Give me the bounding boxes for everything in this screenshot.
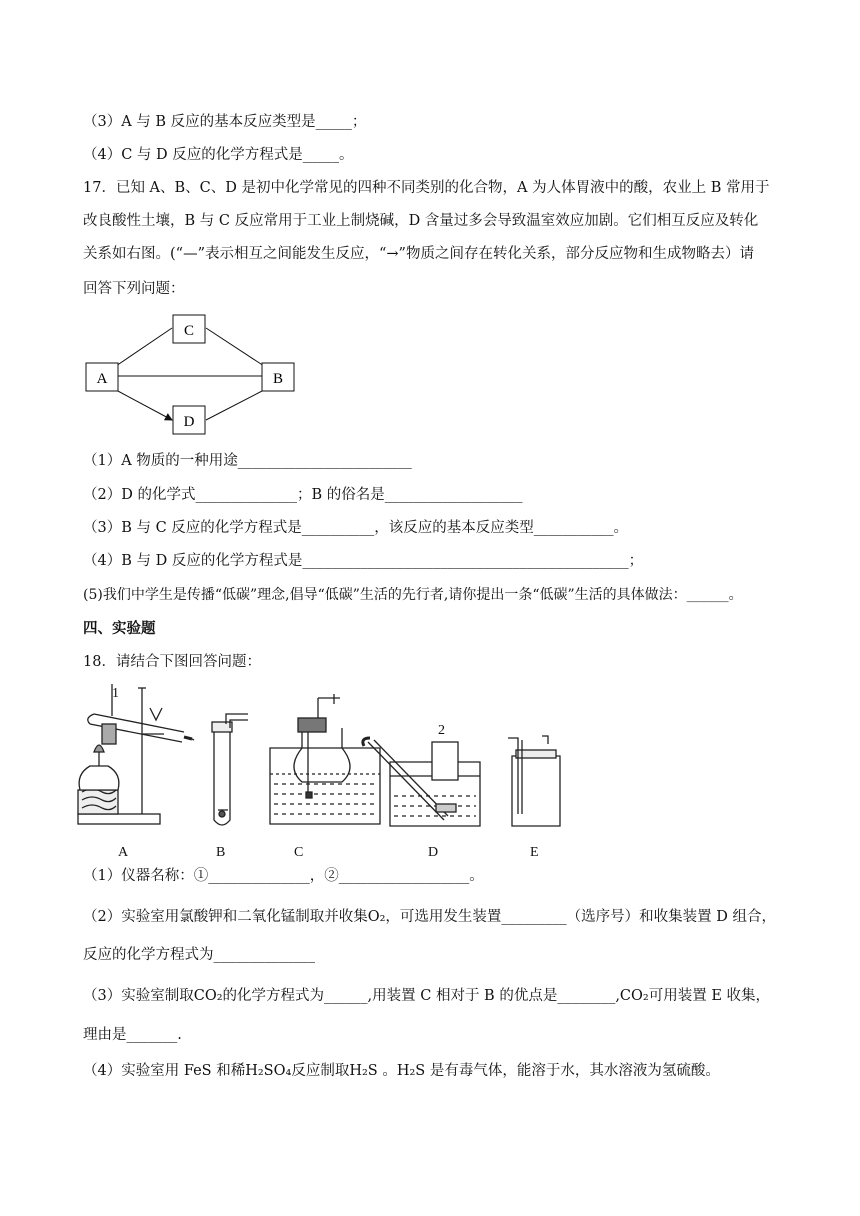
- q17-part4: （4）B 与 D 反应的化学方程式是_____________________________________________；: [83, 553, 644, 569]
- label-a: A: [118, 845, 129, 860]
- q18-part3-line2: 理由是_______.: [83, 1027, 182, 1043]
- q17-part2: （2）D 的化学式______________；B 的俗名是___________________: [83, 487, 523, 503]
- relation-diagram: [80, 310, 310, 438]
- edge-b-d: [206, 390, 264, 420]
- q16-part4: （4）C 与 D 反应的化学方程式是_____。: [83, 147, 354, 163]
- node-d-label: D: [183, 414, 195, 430]
- label-d: D: [428, 845, 439, 860]
- arrow-a-to-d: [116, 390, 172, 420]
- label-c: C: [294, 845, 304, 860]
- node-b-label: B: [272, 371, 284, 387]
- apparatus-c: [270, 694, 380, 824]
- apparatus-b: [212, 714, 248, 825]
- edge-a-c: [116, 328, 172, 366]
- q18-stem: 18．请结合下图回答问题：: [83, 654, 261, 670]
- q17-part3: （3）B 与 C 反应的化学方程式是__________，该反应的基本反应类型___________。: [83, 520, 629, 536]
- q17-part5: (5)我们中学生是传播“低碳”理念,倡导“低碳”生活的先行者,请你提出一条“低碳”生活的具体做法：______。: [83, 587, 743, 603]
- section-heading: 四、实验题: [83, 621, 156, 637]
- q17-stem-line1: 17．已知 A、B、C、D 是初中化学常见的四种不同类别的化合物，A 为人体胃液中的酸，农业上 B 常用于: [83, 180, 770, 196]
- q18-part2-line2: 反应的化学方程式为______________: [83, 947, 315, 963]
- q16-part3: （3）A 与 B 反应的基本反应类型是_____；: [83, 114, 367, 130]
- q18-part2-line1: （2）实验室用氯酸钾和二氧化锰制取并收集O₂，可选用发生装置_________（选序号）和收集装置 D 组合，: [83, 909, 777, 925]
- q18-part3-line1: （3）实验室制取CO₂的化学方程式为______,用装置 C 相对于 B 的优点是________,CO₂可用装置 E 收集，: [83, 988, 771, 1004]
- q17-stem-line3: 关系如右图。(“—”表示相互之间能发生反应，“→”物质之间存在转化关系，部分反应物和生成物略去）请: [83, 246, 754, 262]
- marker-2: 2: [438, 723, 445, 738]
- node-c-label: C: [183, 323, 195, 339]
- label-e: E: [530, 845, 539, 860]
- apparatus-a: [78, 684, 194, 824]
- q18-part1: （1）仪器名称：①______________，②__________________。: [83, 868, 484, 884]
- node-a-label: A: [96, 371, 108, 387]
- label-b: B: [216, 845, 226, 860]
- marker-1: 1: [112, 686, 119, 701]
- edge-c-b: [206, 328, 264, 366]
- q17-part1: （1）A 物质的一种用途________________________: [83, 453, 412, 469]
- q17-stem-line4: 回答下列问题：: [83, 281, 185, 297]
- apparatus-figure: [72, 684, 572, 864]
- q17-stem-line2: 改良酸性土壤，B 与 C 反应常用于工业上制烧碱，D 含量过多会导致温室效应加剧。它们相互反应及转化: [83, 213, 759, 229]
- apparatus-e: [508, 736, 560, 826]
- q18-part4: （4）实验室用 FeS 和稀H₂SO₄反应制取H₂S 。H₂S 是有毒气体，能溶于水，其水溶液为氢硫酸。: [83, 1063, 720, 1079]
